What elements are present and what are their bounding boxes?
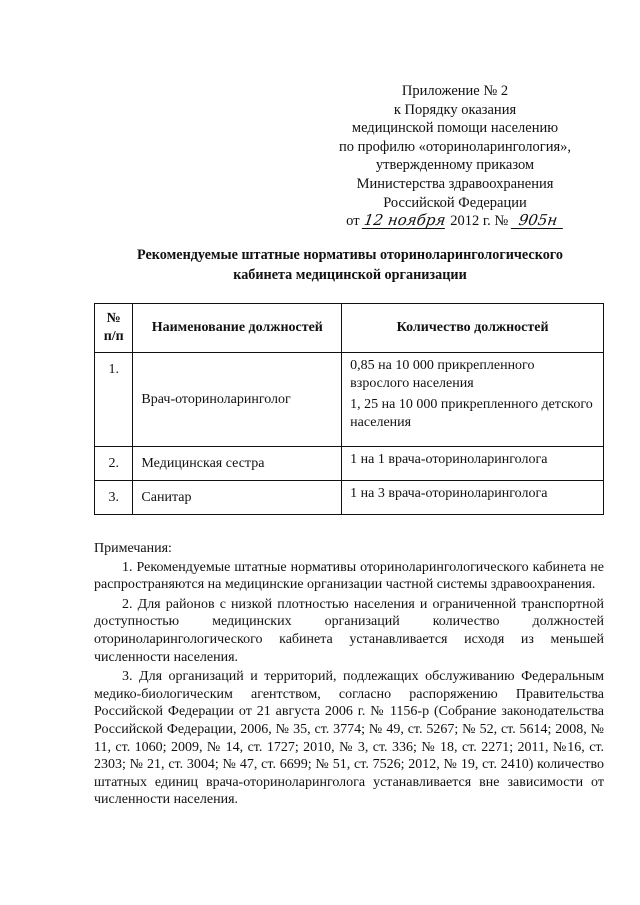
row-num: 2. (95, 447, 133, 481)
header-count: Количество должностей (342, 304, 604, 353)
row-count (342, 447, 604, 481)
table-header-row (95, 304, 604, 353)
note-item: 2. Для районов с низкой плотностью населения и ограниченной транспортной доступностью медицинских организаций количество должностей оториноларингологического кабинета устанавливается исходя из меньшей численности населения. (94, 596, 604, 665)
handwritten-date: 12 ноября (362, 211, 447, 230)
header-name: Наименование должностей (133, 304, 342, 353)
count-item: 1 на 1 врача-оториноларинголога (350, 452, 548, 467)
header-num (95, 304, 133, 353)
handwritten-order-number: 905н (511, 212, 565, 229)
note-item: 1. Рекомендуемые штатные нормативы оториноларингологического кабинета не распространяются на медицинские организации частной системы здравоохранения. (94, 559, 604, 593)
notes-section (94, 540, 604, 811)
appendix-line: Министерства здравоохранения (356, 175, 554, 192)
approval-year: 2012 г. № (450, 213, 509, 230)
count-item: 1, 25 на 10 000 прикрепленного детского населения (350, 397, 593, 430)
appendix-line: утвержденному приказом (375, 157, 535, 174)
row-position: Медицинская сестра (133, 447, 342, 481)
staff-norms-table (94, 303, 604, 515)
row-position: Врач-оториноларинголог (133, 353, 342, 447)
appendix-line: Приложение № 2 (401, 83, 509, 99)
appendix-line: по профилю «оториноларингология», (338, 138, 572, 155)
row-num: 3. (95, 481, 133, 515)
table-row (95, 447, 604, 481)
table-row (95, 481, 604, 515)
notes-heading: Примечания: (94, 541, 172, 556)
header-num-text: № п/п (103, 311, 124, 344)
note-item: 3. Для организаций и территорий, подлежащих обслуживанию Федеральным медико-биологическим агентством, согласно распоряжению Правительства Российской Федерации от 21 августа 2006 г. № 1156-р (Собрание законодательства Российской Федерации, 2006, № 35, ст. 3774; № 49, ст. 5267; № 52, ст. 5614; 2008, № 11, ст. 1060; 2009, № 14, ст. 1727; 2010, № 3, ст. 336; № 18, ст. 2271; 2011, №16, ст. 2303; № 21, ст. 3004; № 47, ст. 6699; № 51, ст. 7526; 2012, № 19, ст. 2410) количество штатных единиц врача-оториноларинголога устанавливается вне зависимости от численности населения. (94, 669, 604, 808)
row-position: Санитар (133, 481, 342, 515)
row-num: 1. (95, 353, 133, 447)
appendix-line: медицинской помощи населению (351, 120, 559, 137)
document-title (80, 245, 620, 285)
table-row (95, 353, 604, 447)
approval-line (300, 212, 610, 231)
count-item: 1 на 3 врача-оториноларинголога (350, 486, 548, 501)
row-count (342, 481, 604, 515)
appendix-line: Российской Федерации (383, 194, 527, 211)
appendix-line: к Порядку оказания (393, 101, 517, 118)
appendix-header (300, 82, 610, 231)
approval-prefix: от (346, 213, 360, 230)
title-line-2: кабинета медицинской организации (233, 267, 467, 283)
title-line-1: Рекомендуемые штатные нормативы оториноларингологического (137, 247, 563, 263)
count-item: 0,85 на 10 000 прикрепленного взрослого населения (350, 358, 535, 391)
row-count (342, 353, 604, 447)
